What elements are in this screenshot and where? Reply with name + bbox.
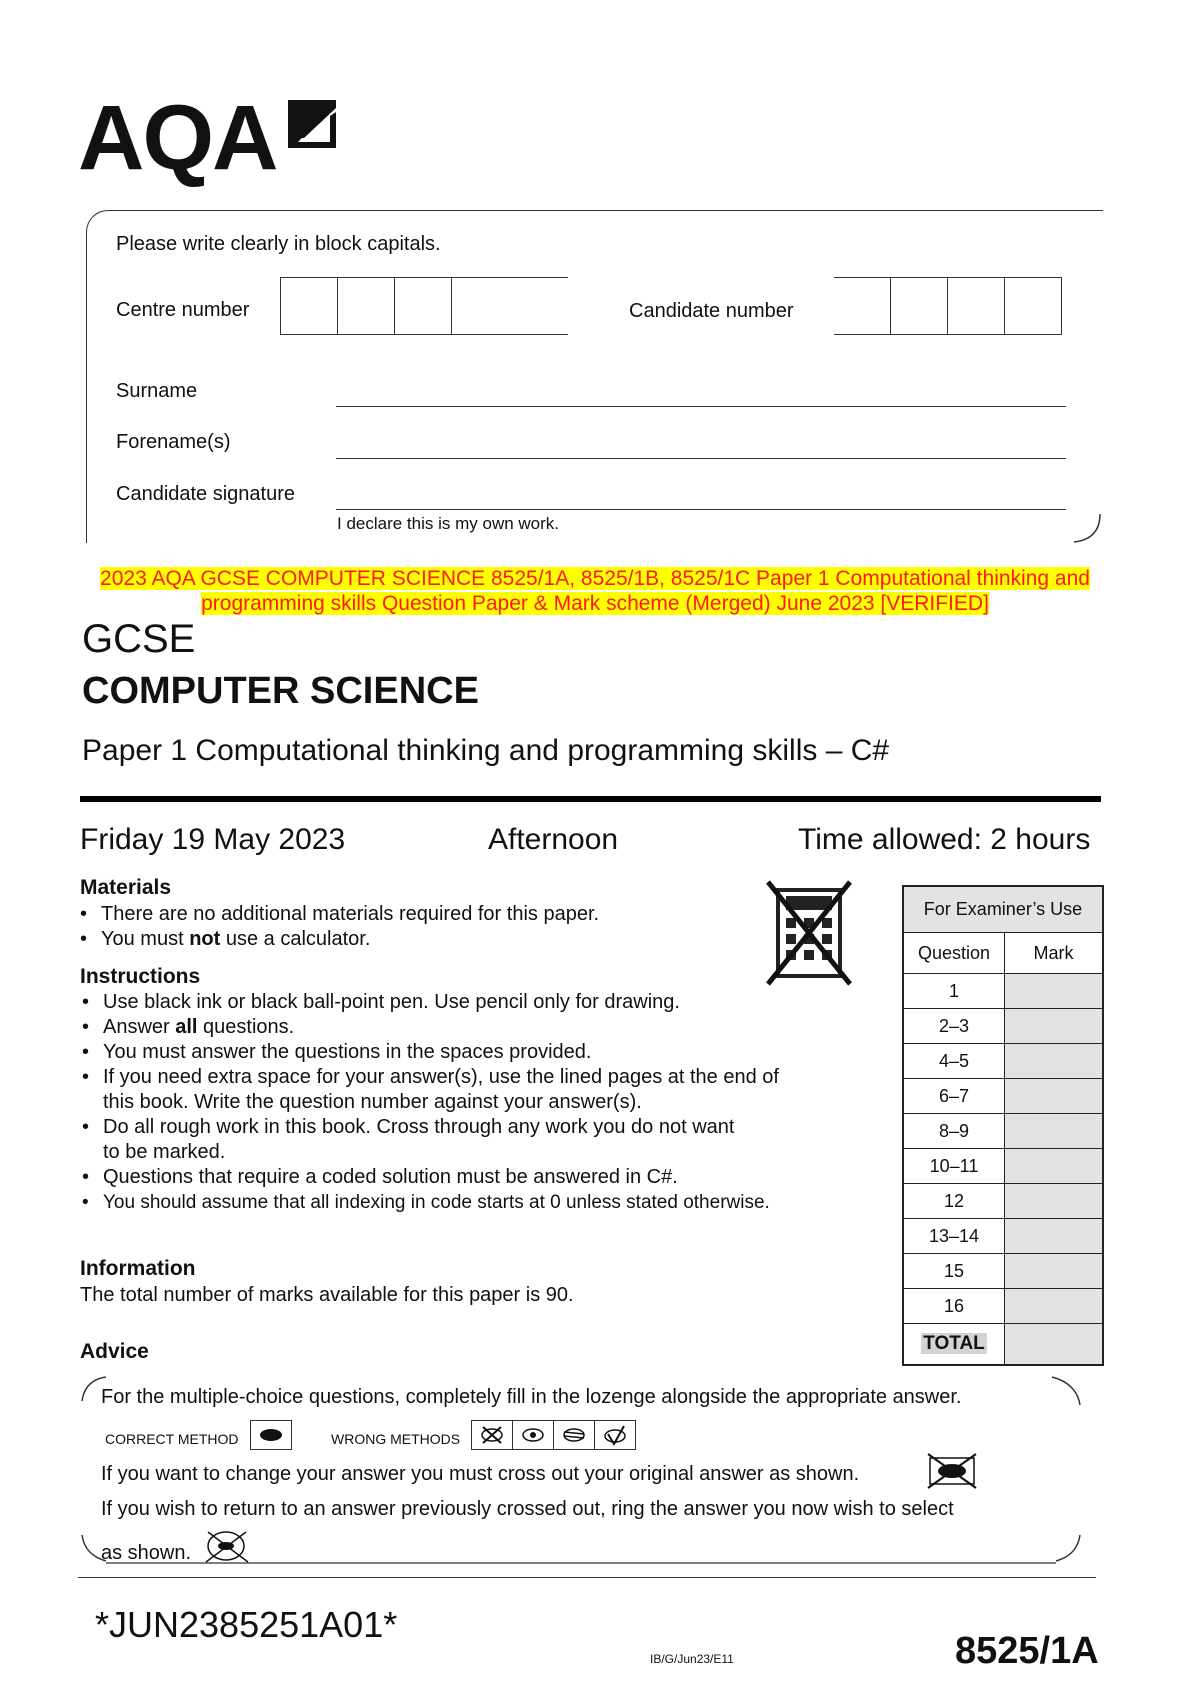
examiner-table-title: For Examiner’s Use (904, 887, 1102, 933)
mark-cell (1005, 1009, 1102, 1043)
candidate-number-label: Candidate number (629, 300, 794, 322)
instruction-item: • Use black ink or black ball-point pen. Use pencil only for drawing. (80, 990, 840, 1015)
no-calculator-icon (764, 878, 854, 988)
table-row: 6–7 (904, 1079, 1102, 1114)
materials-list (78, 902, 778, 952)
information-text: The total number of marks available for this paper is 90. (80, 1284, 574, 1306)
centre-number-field[interactable] (280, 277, 568, 335)
instruction-item: • You must answer the questions in the spaces provided. (80, 1040, 840, 1065)
block-capitals-instruction: Please write clearly in block capitals. (116, 233, 441, 255)
mark-cell (1005, 974, 1102, 1008)
barcode-text: *JUN2385251A01* (95, 1604, 398, 1645)
instructions-list (80, 990, 840, 1215)
tick-lozenge-icon (595, 1421, 635, 1449)
instructions-heading: Instructions (80, 965, 201, 988)
signature-field[interactable] (336, 509, 1066, 510)
mark-cell (1005, 1289, 1102, 1323)
correct-method-example (250, 1420, 292, 1450)
mark-cell (1005, 1114, 1102, 1148)
footer-divider (78, 1577, 1096, 1578)
instruction-item: • Answer all questions. (80, 1015, 840, 1040)
document-banner (40, 566, 1150, 616)
centre-number-label: Centre number (116, 299, 250, 321)
table-row: 12 (904, 1184, 1102, 1219)
examiner-use-table (902, 885, 1104, 1366)
instruction-item: • You should assume that all indexing in code starts at 0 unless stated otherwise. (80, 1190, 840, 1215)
surname-label: Surname (116, 380, 198, 402)
materials-item: • You must not use a calculator. (78, 927, 778, 952)
advice-line-1: For the multiple-choice questions, completely fill in the lozenge alongside the appropriate answer. (101, 1386, 962, 1408)
wrong-methods-examples (471, 1420, 636, 1450)
subject-title: COMPUTER SCIENCE (82, 670, 479, 712)
advice-line-3: If you wish to return to an answer previously crossed out, ring the answer you now wish to select (101, 1498, 954, 1520)
aqa-logo-mark-icon (284, 94, 340, 154)
title-divider (80, 796, 1101, 802)
declaration-text: I declare this is my own work. (337, 514, 560, 533)
crossed-lozenge-icon (472, 1421, 513, 1449)
table-row: 8–9 (904, 1114, 1102, 1149)
total-row (904, 1323, 1102, 1364)
forenames-field[interactable] (336, 458, 1066, 459)
table-row: 2–3 (904, 1009, 1102, 1044)
surname-field[interactable] (336, 406, 1066, 407)
mark-cell (1005, 1219, 1102, 1253)
advice-heading: Advice (80, 1340, 149, 1363)
wrong-methods-label: WRONG METHODS (331, 1431, 461, 1447)
total-label: TOTAL (904, 1324, 1005, 1364)
mark-column-header: Mark (1005, 933, 1102, 973)
mark-cell (1005, 1149, 1102, 1183)
correct-method-label: CORRECT METHOD (105, 1431, 239, 1447)
mark-cell (1005, 1044, 1102, 1078)
mark-cell (1005, 1254, 1102, 1288)
question-column-header: Question (904, 933, 1005, 973)
examiner-table-header-row (904, 933, 1102, 974)
paper-title: Paper 1 Computational thinking and programming skills – C# (82, 734, 890, 767)
information-heading: Information (80, 1257, 196, 1280)
materials-heading: Materials (80, 876, 172, 899)
advice-line-4: as shown. (101, 1542, 192, 1564)
total-mark-cell (1005, 1324, 1102, 1364)
instruction-item: • Do all rough work in this book. Cross through any work you do not want to be marked. (80, 1115, 840, 1165)
corner-curve-icon (1070, 512, 1106, 546)
aqa-logo: AQA (78, 87, 277, 189)
table-row: 15 (904, 1254, 1102, 1289)
banner-text: 2023 AQA GCSE COMPUTER SCIENCE 8525/1A, 8525/1B, 8525/1C Paper 1 Computational thinking and programming skills Question Paper & Mark scheme (Merged) June 2023 [VERIFIED] (100, 567, 1090, 615)
instruction-item: • Questions that require a coded solution must be answered in C#. (80, 1165, 840, 1190)
table-row: 16 (904, 1289, 1102, 1323)
crossed-out-answer-icon (926, 1450, 978, 1490)
materials-item: • There are no additional materials required for this paper. (78, 902, 778, 927)
mark-cell (1005, 1079, 1102, 1113)
advice-line-2: If you want to change your answer you must cross out your original answer as shown. (101, 1463, 860, 1485)
dot-lozenge-icon (513, 1421, 554, 1449)
exam-session: Afternoon (488, 823, 619, 856)
filled-lozenge-icon (251, 1421, 291, 1449)
mark-cell (1005, 1184, 1102, 1218)
exam-date: Friday 19 May 2023 (80, 823, 346, 856)
table-row: 13–14 (904, 1219, 1102, 1254)
qualification-level: GCSE (82, 617, 196, 661)
scribble-lozenge-icon (554, 1421, 595, 1449)
instruction-item: • If you need extra space for your answer(s), use the lined pages at the end of this book. Write the question number against your answer(s). (80, 1065, 840, 1115)
table-row: 10–11 (904, 1149, 1102, 1184)
forenames-label: Forename(s) (116, 431, 231, 453)
time-allowed: Time allowed: 2 hours (798, 823, 1091, 856)
table-row: 1 (904, 974, 1102, 1009)
signature-label: Candidate signature (116, 483, 296, 505)
ringed-answer-icon (196, 1526, 260, 1568)
candidate-number-field[interactable] (834, 277, 1062, 335)
paper-code: 8525/1A (955, 1630, 1099, 1672)
reference-code: IB/G/Jun23/E11 (650, 1652, 734, 1666)
table-row: 4–5 (904, 1044, 1102, 1079)
